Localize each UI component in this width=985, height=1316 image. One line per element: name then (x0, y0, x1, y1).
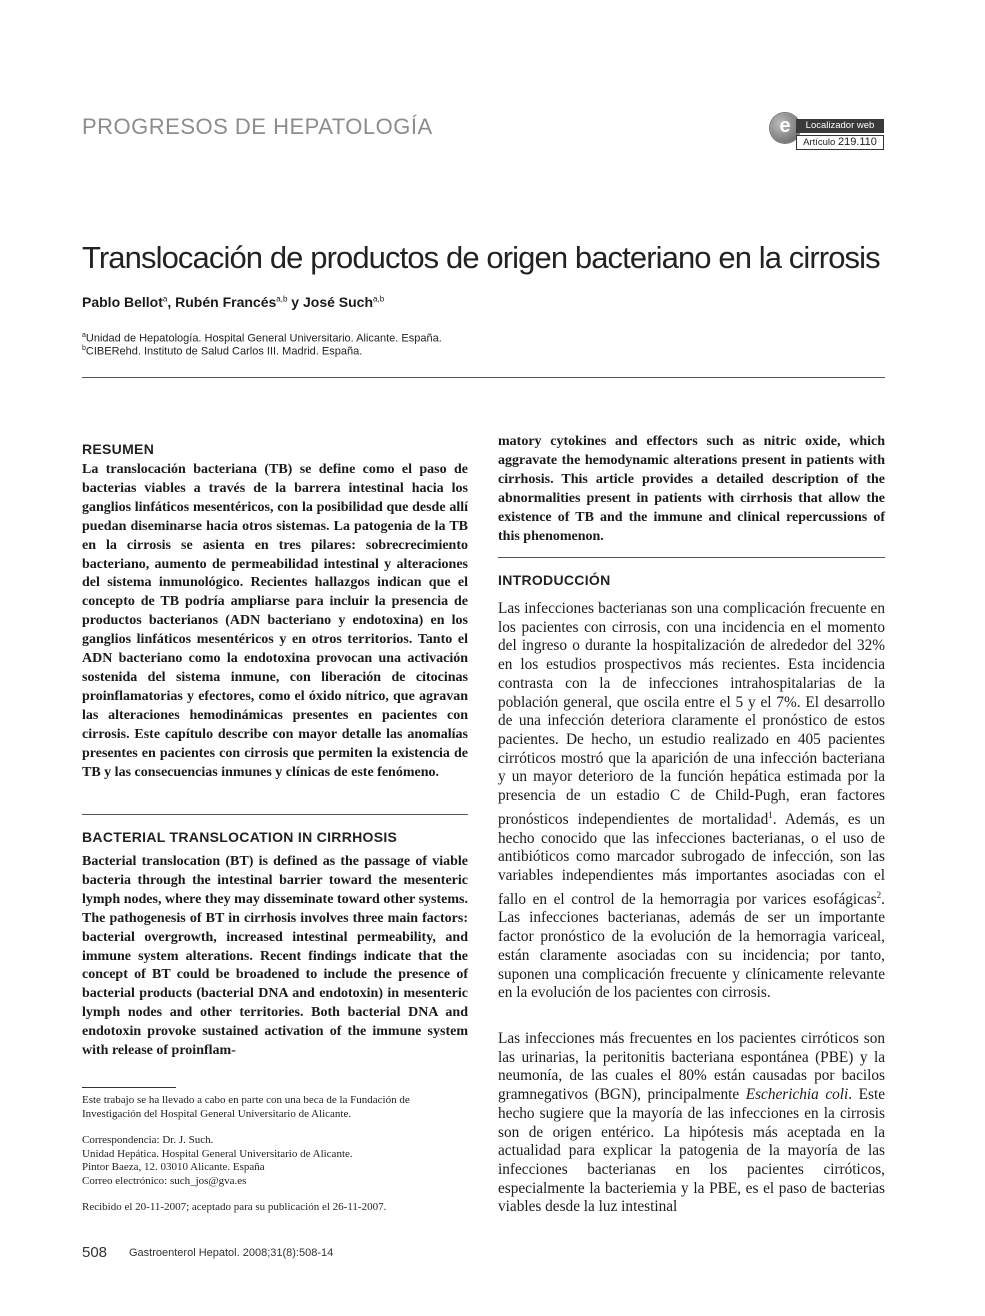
divider (82, 814, 468, 815)
citation-ref: 2 (876, 889, 882, 900)
affiliation: $^b$CIBERehd. Instituto de Salud Carlos III. Madrid. España. (82, 345, 363, 358)
introduccion-heading: INTRODUCCIÓN (498, 572, 611, 588)
resumen-text: La translocación bacteriana (TB) se define como el paso de bacterias viables a través de la barrera intestinal hacia los ganglios linfáticos mesentéricos, con la posibilidad que desde allí puedan diseminarse hacia otros sistemas. La patogenia de la TB en la cirrosis se asienta en tres pilares: sobrecrecimiento bacteriano, aumento de permeabilidad intestinal y alteraciones del sistema inmunológico. Recientes hallazgos indican que el concepto de TB podría ampliarse para incluir la presencia de productos bacterianos (ADN bacteriano y endotoxina) en los ganglios linfáticos mesentéricos y en otros territorios. Tanto el ADN bacteriano como la endotoxina provocan una activación sostenida del sistema inmune, con liberación de citocinas proinflamatorias y efectores, como el óxido nítrico, que agravan las alteraciones hemodinámicas presentes en pacientes con cirrosis. Este capítulo describe con mayor detalle las anomalías presentes en pacientes con cirrosis que permiten la existencia de TB y las consecuencias inmunes y clínicas de este fenómeno. (82, 462, 468, 780)
abstract-en-heading: BACTERIAL TRANSLOCATION IN CIRRHOSIS (82, 829, 398, 845)
divider (498, 557, 885, 558)
author-name: Pablo Bellot (82, 294, 163, 310)
abstract-en-text: Bacterial translocation (BT) is defined as the passage of viable bacteria through the intestinal barrier toward the mesenteric lymph nodes, where they may disseminate toward other systems. The pathogenesis of BT in cirrhosis involves three main factors: bacterial overgrowth, increased intestinal permeability, and immune system alterations. Recent findings indicate that the concept of BT could be broadened to include the presence of bacterial products (bacterial DNA and endotoxin) in mesenteric lymph nodes and other territories. Both bacterial DNA and endotoxin provoke sustained activation of the immune system with release of proinflam- (82, 854, 468, 1059)
abstract-en-text-continued: matory cytokines and effectors such as nitric oxide, which aggravate the hemodynamic alterations present in patients with cirrhosis. This article provides a detailed description of the abnormalities present in patients with cirrhosis that allow the existence of TB and the immune and clinical repercussions of this phenomenon. (498, 434, 885, 544)
correspondence-email: Correo electrónico: such_jos@gva.es (82, 1174, 247, 1187)
web-locator-badge (770, 113, 886, 151)
locator-label: Localizador web (796, 119, 884, 133)
e-icon: e (770, 113, 800, 143)
article-number: 219.110 (837, 136, 877, 148)
affiliation: $^a$Unidad de Hepatología. Hospital General Universitario. Alicante. España. (82, 332, 442, 345)
section-header: PROGRESOS DE HEPATOLOGÍA (82, 114, 433, 139)
body-paragraph: Las infecciones más frecuentes en los pacientes cirróticos son las urinarias, la peritonitis bacteriana espontánea (PBE) y la neumonía, de las cuales el 80% están causadas por bacilos gramnegativos (BGN), principalmente Escherichia coli. Este hecho sugiere que la mayoría de las infecciones en la cirrosis son de origen entérico. La hipótesis más aceptada en la actualidad para explicar la patogenia de la mayoría de las infecciones bacterianas en los pacientes cirróticos, especialmente la bacteriemia y la PBE, es el paso de bacterias viables desde la luz intestinal (498, 1030, 885, 1216)
article-title: Translocación de productos de origen bacteriano en la cirrosis (82, 240, 880, 275)
citation-ref: 1 (768, 809, 773, 820)
author-affil-mark: a,b (373, 294, 385, 304)
body-paragraph: Las infecciones bacterianas son una complicación frecuente en los pacientes con cirrosis, con una incidencia en el momento del ingreso o durante la hospitalización de alrededor del 32% en los estudios prospectivos más recientes. Esta incidencia contrasta con la de infecciones intrahospitalarias de la población general, que oscila entre el 5 y el 7%. El desarrollo de una infección deteriora claramente el pronóstico de estos pacientes. De hecho, un estudio realizado en 405 pacientes cirróticos mostró que la aparición de una infección bacteriana y un mayor deterioro de la función hepática estimada por la presencia de un estadio C de Child-Pugh, eran factores pronósticos independientes de mortalidad$^1$. Además, es un hecho conocido que las infecciones bacterianas, o el uso de antibióticos como marcador subrogado de infección, son las variables independientes más importantes asociadas con el fallo en el control de la hemorragia por varices esofágicas$^2$. Las infecciones bacterianas, además de ser un importante factor pronóstico de la evolución de la hemorragia variceal, están claramente asociadas con su incidencia; por tanto, suponen una complicación frecuente y clínicamente relevante en la evolución de los pacientes con cirrosis. (498, 600, 885, 1002)
resumen-heading: RESUMEN (82, 441, 155, 457)
divider (82, 377, 885, 378)
author-name: Rubén Francés (175, 294, 277, 310)
received-dates: Recibido el 20-11-2007; aceptado para su publicación el 26-11-2007. (82, 1201, 387, 1213)
author-affil-mark: a (162, 294, 168, 304)
journal-citation: Gastroenterol Hepatol. 2008;31(8):508-14 (129, 1247, 334, 1259)
correspondence-block: Correspondencia: Dr. J. Such. Unidad Hepática. Hospital General Universitario de Alicante. Pintor Baeza, 12. 03010 Alicante. España Correo electrónico: such_jos@gva.es (82, 1134, 468, 1188)
footnote-divider (82, 1087, 176, 1088)
article-prefix: Artículo (803, 137, 836, 148)
author-affil-mark: a,b (276, 294, 288, 304)
page-number: 508 (82, 1244, 108, 1261)
funding-note: Este trabajo se ha llevado a cabo en parte con una beca de la Fundación de Investigación del Hospital General Universitario de Alicante. (82, 1094, 410, 1120)
article-number-box (796, 135, 884, 150)
author-name: José Such (302, 294, 374, 310)
author-list: Pablo Bellot$^a$, Rubén Francés$^{a,b}$ y José Such$^{a,b}$ (82, 294, 385, 310)
